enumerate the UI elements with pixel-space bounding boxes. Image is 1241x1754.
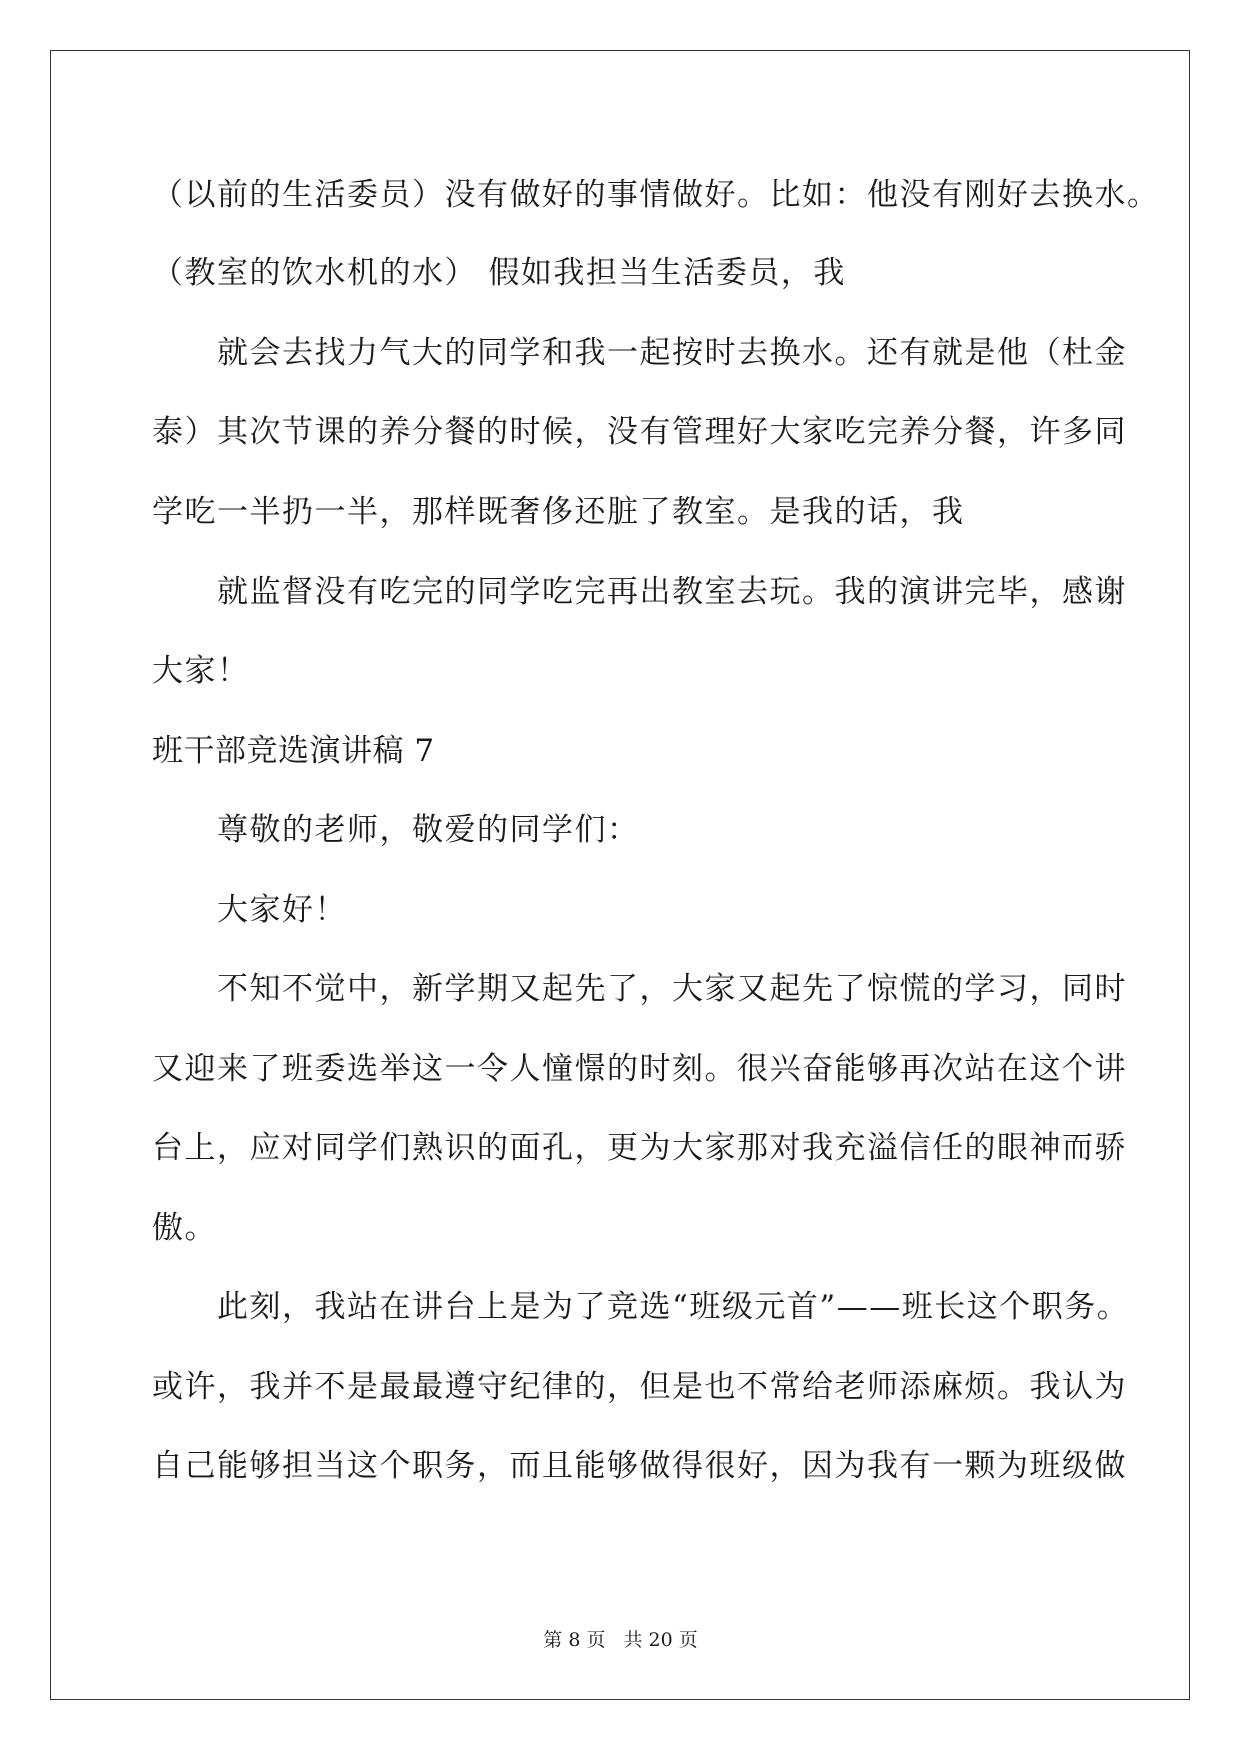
page-footer: [0, 1627, 1241, 1653]
text-line-13: 台上，应对同学们熟识的面孔，更为大家那对我充溢信任的眼神而骄: [152, 1130, 1127, 1166]
page-total: 共 20 页: [623, 1629, 698, 1651]
text-line-14: 傲。: [152, 1210, 217, 1246]
text-line-2: （教室的饮水机的水） 假如我担当生活委员，我: [152, 255, 846, 291]
text-line-4: 泰）其次节课的养分餐的时候，没有管理好大家吃完养分餐，许多同: [152, 414, 1127, 450]
text-line-7: 大家！: [152, 653, 250, 689]
text-line-9: 尊敬的老师，敬爱的同学们：: [152, 812, 640, 848]
text-line-1: （以前的生活委员）没有做好的事情做好。比如：他没有刚好去换水。: [152, 177, 1160, 213]
text-line-10: 大家好！: [152, 892, 347, 928]
text-line-3: 就会去找力气大的同学和我一起按时去换水。还有就是他（杜金: [152, 335, 1127, 371]
text-line-6: 就监督没有吃完的同学吃完再出教室去玩。我的演讲完毕，感谢: [152, 574, 1127, 610]
page-number: 第 8 页: [543, 1629, 606, 1651]
text-line-11: 不知不觉中，新学期又起先了，大家又起先了惊慌的学习，同时: [152, 971, 1127, 1007]
text-line-16: 或许，我并不是最最遵守纪律的，但是也不常给老师添麻烦。我认为: [152, 1369, 1127, 1405]
section-heading: 班干部竞选演讲稿 7: [152, 733, 435, 769]
text-line-17: 自己能够担当这个职务，而且能够做得很好，因为我有一颗为班级做: [152, 1448, 1127, 1484]
text-line-15: 此刻，我站在讲台上是为了竞选“班级元首”——班长这个职务。: [152, 1289, 1130, 1325]
text-line-5: 学吃一半扔一半，那样既奢侈还脏了教室。是我的话，我: [152, 494, 965, 530]
text-line-12: 又迎来了班委选举这一令人憧憬的时刻。很兴奋能够再次站在这个讲: [152, 1051, 1127, 1087]
